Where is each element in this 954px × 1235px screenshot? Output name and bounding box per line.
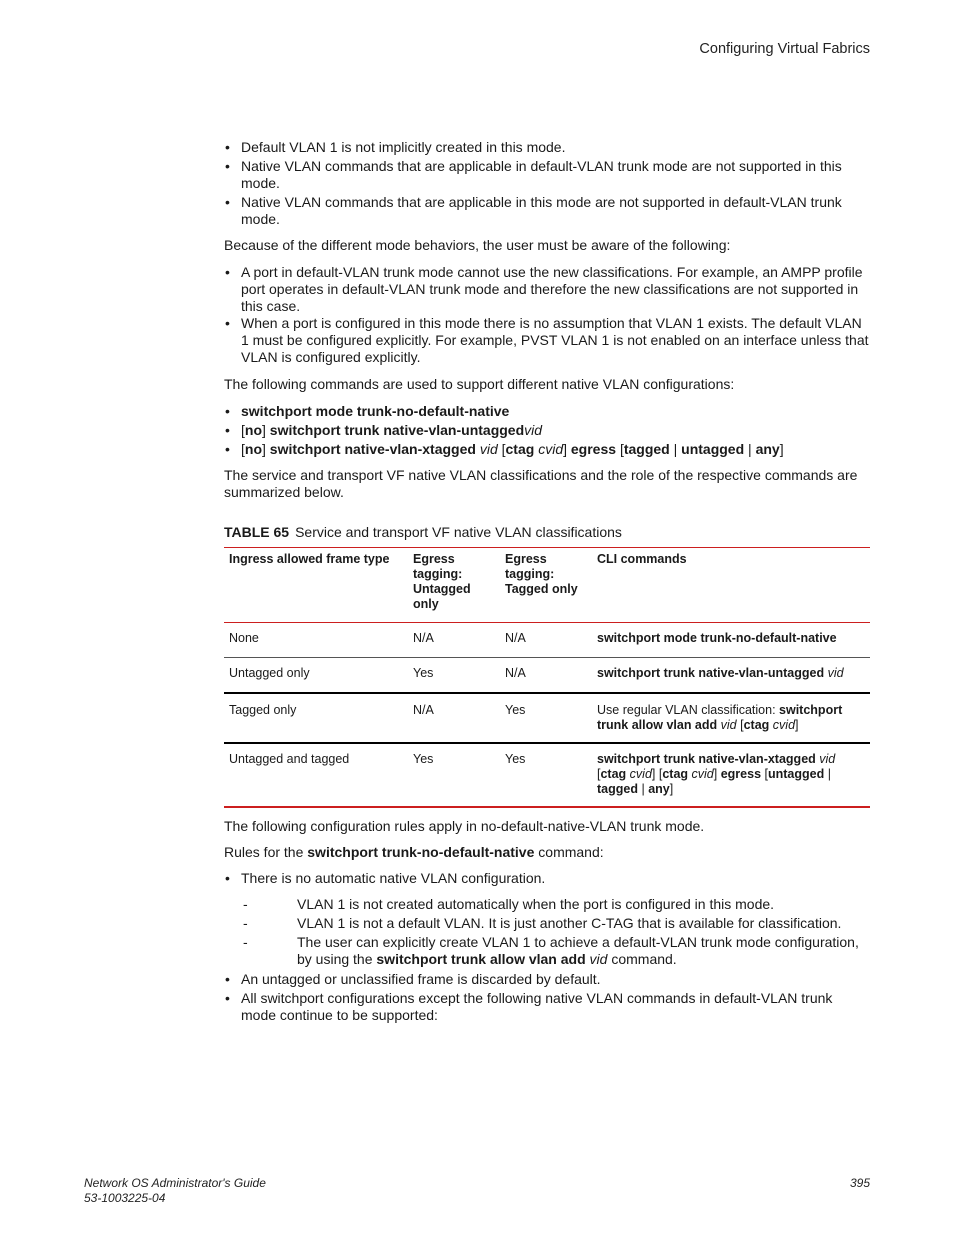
table-row (224, 623, 870, 658)
list-item: • When a port is configured in this mode there is no assumption that VLAN 1 exists. The default VLAN 1 must be configured explicitly. For example, PVST VLAN 1 is not enabled on an interface unless that VLAN is configured explicitly. (225, 315, 869, 365)
column-header: Ingress allowed frame type (229, 552, 390, 566)
section-header: Configuring Virtual Fabrics (699, 41, 870, 57)
table-cell: Yes (413, 751, 434, 766)
table-cell: Yes (505, 751, 526, 766)
column-header: Egress tagging: Untagged only (413, 552, 471, 611)
list-item: • All switchport configurations except the following native VLAN commands in default-VLAN trunk mode continue to be supported: (225, 990, 833, 1023)
rules-list (224, 870, 870, 896)
table-cell: N/A (413, 702, 434, 717)
command-list (224, 403, 870, 458)
column-header: Egress tagging: Tagged only (505, 552, 578, 596)
list-item: • Native VLAN commands that are applicable in this mode are not supported in default-VLAN trunk mode. (225, 194, 842, 227)
sublist-item: - The user can explicitly create VLAN 1 to achieve a default-VLAN trunk mode configuration, by using the switchport trunk allow vlan add vid command. (243, 934, 859, 967)
table-cell: Yes (505, 702, 526, 717)
list-item: • switchport mode trunk-no-default-native (225, 403, 510, 419)
table-row (224, 693, 870, 743)
guide-title: Network OS Administrator's Guide (84, 1176, 266, 1190)
table-cell: N/A (505, 631, 526, 645)
table-header-row (224, 548, 870, 623)
classification-table (224, 547, 870, 808)
paragraph-summary: The service and transport VF native VLAN classifications and the role of the respective commands are summarized below. (224, 467, 858, 500)
document-number: 53-1003225-04 (84, 1191, 166, 1205)
paragraph-rules-apply: The following configuration rules apply in no-default-native-VLAN trunk mode. (224, 818, 705, 834)
list-item: • There is no automatic native VLAN configuration. (225, 870, 546, 886)
table-cell: None (229, 631, 259, 645)
footer-left (84, 1176, 266, 1206)
table-cell: switchport trunk native-vlan-untagged vid (597, 666, 844, 680)
list-item: • [no] switchport trunk native-vlan-untaggedvid (225, 422, 543, 438)
sublist-item: - VLAN 1 is not created automatically when the port is configured in this mode. (243, 896, 775, 912)
table-cell: N/A (413, 631, 434, 645)
table-caption (224, 524, 870, 540)
paragraph-aware: Because of the different mode behaviors, the user must be aware of the following: (224, 237, 731, 253)
behavior-list (224, 264, 870, 366)
table-cell: Untagged only (229, 666, 310, 680)
list-item: • [no] switchport native-vlan-xtagged vid [ctag cvid] egress [tagged | untagged | any] (225, 441, 784, 457)
table-cell: Tagged only (229, 702, 297, 717)
table-cell: N/A (505, 666, 526, 680)
list-item: • A port in default-VLAN trunk mode cannot use the new classifications. For example, an AMPP profile port operates in default-VLAN trunk mode and therefore the new classifications are not supported in this case. (225, 264, 863, 314)
list-item: • Native VLAN commands that are applicable in default-VLAN trunk mode are not supported in this mode. (225, 158, 842, 191)
table-cell: switchport mode trunk-no-default-native (597, 631, 837, 645)
column-header: CLI commands (597, 552, 687, 566)
table-cell: Untagged and tagged (229, 751, 350, 766)
table-cell: Yes (413, 666, 434, 680)
table-cell: switchport trunk native-vlan-xtagged vid [ctag cvid] [ctag cvid] egress [untagged | tagged | any] (597, 751, 836, 796)
page-number: 395 (849, 1176, 870, 1190)
paragraph-commands: The following commands are used to support different native VLAN configurations: (224, 376, 735, 392)
mode-notes-list (224, 139, 870, 228)
table-title: Service and transport VF native VLAN classifications (295, 524, 622, 540)
table-row (224, 743, 870, 807)
table-cell: Use regular VLAN classification: switchport trunk allow vlan add vid [ctag cvid] (597, 702, 843, 732)
rules-list-continued (224, 971, 870, 1024)
table-row (224, 658, 870, 693)
list-item: • An untagged or unclassified frame is discarded by default. (225, 971, 601, 987)
paragraph-rules-for: Rules for the switchport trunk-no-default-native command: (224, 844, 604, 860)
rules-sublist (224, 896, 870, 968)
table-label: TABLE 65 (224, 524, 290, 540)
sublist-item: - VLAN 1 is not a default VLAN. It is just another C-TAG that is available for classification. (243, 915, 842, 931)
list-item: • Default VLAN 1 is not implicitly created in this mode. (225, 139, 566, 155)
